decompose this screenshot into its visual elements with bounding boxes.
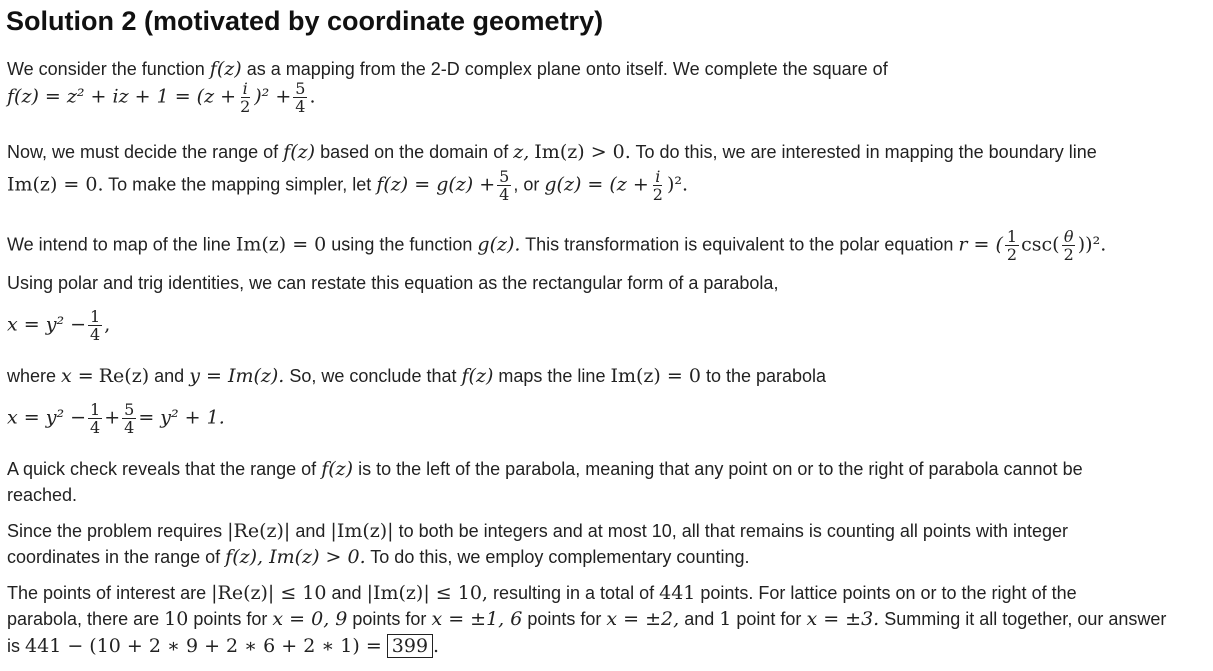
mapping-simplify-line: Im(z) = 0. To make the mapping simpler, let f(z) = g(z) + $\frac{5}{4}$ , or g(z) = (z + $\frac{i}{2}$ )². [7,167,689,204]
range-check-line-1: A quick check reveals that the range of f(z) is to the left of the parabola, meaning that any point on or to the right of parabola cannot be [7,458,1083,480]
counting-line-3: is 441 − (10 + 2 ∗ 9 + 2 ∗ 6 + 2 ∗ 1) = 399 . [7,635,440,657]
polar-equation-line: We intend to map of the line Im(z) = 0 using the function g(z). This transformation is equivalent to the polar equation r = ( $\frac{1}{2}$ csc( $\frac{\theta}{2}$ ))². [7,227,1107,264]
conclusion-line: where x = Re(z) and y = Im(z). So, we conclude that f(z) maps the line Im(z) = 0 to the parabola [7,365,827,387]
range-line: Now, we must decide the range of f(z) based on the domain of z, Im(z) > 0. To do this, we are interested in mapping the boundary line [7,141,1097,163]
counting-line-2: parabola, there are 10 points for x = 0, 9 points for x = ±1, 6 points for x = ±2, and 1 point for x = ±3. Summing it all together, our answer [7,608,1167,630]
equation-complete-square: f(z) = z² + iz + 1 = (z + $\frac{i}{2}$ )² + $\frac{5}{4}$ . [7,79,316,116]
equation-parabola: x = y² − $\frac{1}{4}$ , [7,307,111,344]
range-check-line-2: reached. [7,485,78,505]
rectangular-form-line: Using polar and trig identities, we can restate this equation as the rectangular form of a parabola, [7,273,779,293]
solution-heading: Solution 2 (motivated by coordinate geometry) [6,6,604,36]
final-answer-box: 399 [387,634,433,658]
fraction-5-over-4: $\frac{5}{4}$ [295,79,306,116]
fraction-i-over-2: $\frac{i}{2}$ [240,79,251,116]
intro-line: We consider the function f(z) as a mapping from the 2-D complex plane onto itself. We complete the square of [7,58,888,80]
counting-line-1: The points of interest are |Re(z)| ≤ 10 and |Im(z)| ≤ 10, resulting in a total of 441 points. For lattice points on or to the right of the [7,582,1077,604]
problem-requirement-line-2: coordinates in the range of f(z), Im(z) > 0. To do this, we employ complementary counting. [7,546,750,568]
problem-requirement-line-1: Since the problem requires |Re(z)| and |Im(z)| to both be integers and at most 10, all that remains is counting all points with integer [7,520,1068,542]
equation-final-parabola: x = y² − $\frac{1}{4}$ + $\frac{5}{4}$ = y² + 1. [7,400,225,437]
